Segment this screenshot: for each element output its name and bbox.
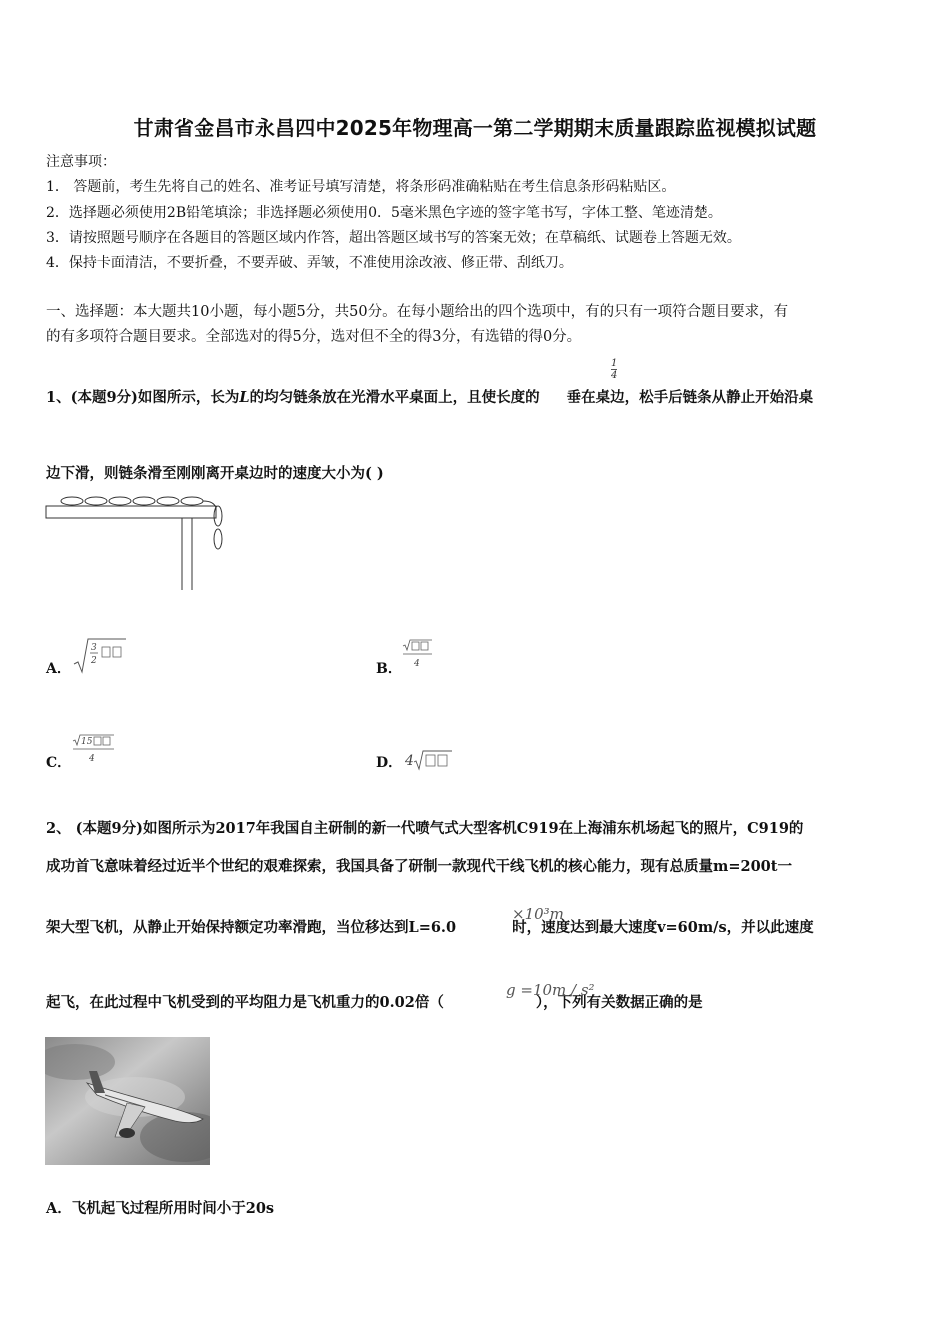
page-title: 甘肃省金昌市永昌四中2025年物理高一第二学期期末质量跟踪监视模拟试题 xyxy=(133,116,817,140)
sqrt-symbol-a xyxy=(72,636,126,676)
q1-frac-num: 1 xyxy=(611,358,618,369)
sqrt-symbol-c xyxy=(72,733,116,767)
optC-den: 4 xyxy=(89,754,95,764)
q1-option-b-expr xyxy=(402,638,436,676)
sqrt-symbol-d xyxy=(404,748,454,772)
q1-text-part3: 垂在桌边，松手后链条从静止开始沿桌 xyxy=(566,389,814,406)
q1-line2: 边下滑，则链条滑至刚刚离开桌边时的速度大小为( ) xyxy=(46,465,384,482)
notice-item-1: 1． 答题前，考生先将自己的姓名、准考证号填写清楚，将条形码准确粘贴在考生信息条形码粘贴区。 xyxy=(46,179,676,195)
q1-frac-den: 4 xyxy=(611,370,618,381)
q2-option-a[interactable]: A．飞机起飞过程所用时间小于20s xyxy=(46,1200,275,1217)
q2-line4 xyxy=(46,993,703,1013)
q1-option-b[interactable] xyxy=(376,658,402,678)
q1-option-d-label: D． xyxy=(376,755,403,771)
q2-line3 xyxy=(46,918,814,938)
q1-option-d[interactable] xyxy=(376,752,402,772)
notice-item-3: 3．请按照题号顺序在各题目的答题区域内作答，超出答题区域书写的答案无效；在草稿纸、试题卷上答题无效。 xyxy=(46,230,741,246)
q1-var-L: L xyxy=(239,389,250,406)
q1-text-part2: 的均匀链条放在光滑水平桌面上，且使长度的 xyxy=(249,389,540,406)
section-instructions-line2: 的有多项符合题目要求。全部选对的得5分，选对但不全的得3分，有选错的得0分。 xyxy=(46,329,582,345)
q1-option-c-label: C． xyxy=(46,755,72,771)
notice-item-2: 2．选择题必须使用2B铅笔填涂；非选择题必须使用0．5毫米黑色字迹的签字笔书写，字体工整、笔迹清楚。 xyxy=(46,205,722,221)
airplane-photo xyxy=(45,1037,210,1165)
q1-text-part1: 1、(本题9分)如图所示，长为 xyxy=(46,389,240,406)
q1-line1 xyxy=(46,388,813,408)
q2-line3a: 架大型飞机，从静止开始保持额定功率滑跑，当位移达到L=6.0 xyxy=(46,919,457,936)
q2-math-1e3m: ×10³m xyxy=(512,905,564,923)
q1-option-a-label: A． xyxy=(46,661,71,677)
optA-den: 2 xyxy=(91,656,97,666)
q1-option-d-expr xyxy=(404,748,454,776)
q2-line2: 成功首飞意味着经过近半个世纪的艰难探索，我国具备了研制一款现代干线飞机的核心能力，现有总质量m=200t一 xyxy=(46,858,792,875)
optB-den: 4 xyxy=(414,659,420,669)
q1-fraction xyxy=(611,358,617,381)
q1-option-a-expr xyxy=(72,636,126,680)
chain-hanging xyxy=(214,506,222,549)
q2-line3b: 时，速度达到最大速度v=60m/s，并以此速度 xyxy=(512,919,814,936)
optC-num: 15 xyxy=(81,737,93,747)
q1-option-c-expr xyxy=(72,733,116,771)
optD-prefix: 4 xyxy=(405,753,414,769)
q2-line4b: ），下列有关数据正确的是 xyxy=(535,994,703,1011)
q2-line4a: 起飞，在此过程中飞机受到的平均阻力是飞机重力的0.02倍（ xyxy=(46,994,444,1011)
section-instructions-line1: 一、选择题：本大题共10小题，每小题5分，共50分。在每小题给出的四个选项中，有的只有一项符合题目要求，有 xyxy=(46,304,789,320)
notice-heading: 注意事项： xyxy=(46,154,116,170)
q1-option-a[interactable] xyxy=(46,658,71,678)
q2-line1: 2、 (本题9分)如图所示为2017年我国自主研制的新一代喷气式大型客机C919在上海浦东机场起飞的照片，C919的 xyxy=(46,820,804,837)
q1-option-b-label: B． xyxy=(376,661,402,677)
sqrt-symbol-b xyxy=(402,638,436,672)
optA-num: 3 xyxy=(91,643,97,653)
table-top xyxy=(46,506,216,518)
chain-table-figure xyxy=(44,494,234,594)
notice-item-4: 4．保持卡面清洁，不要折叠，不要弄破、弄皱，不准使用涂改液、修正带、刮纸刀。 xyxy=(46,255,573,271)
q1-option-c[interactable] xyxy=(46,752,71,772)
q2-math-g: g =10m / s² xyxy=(506,981,595,999)
